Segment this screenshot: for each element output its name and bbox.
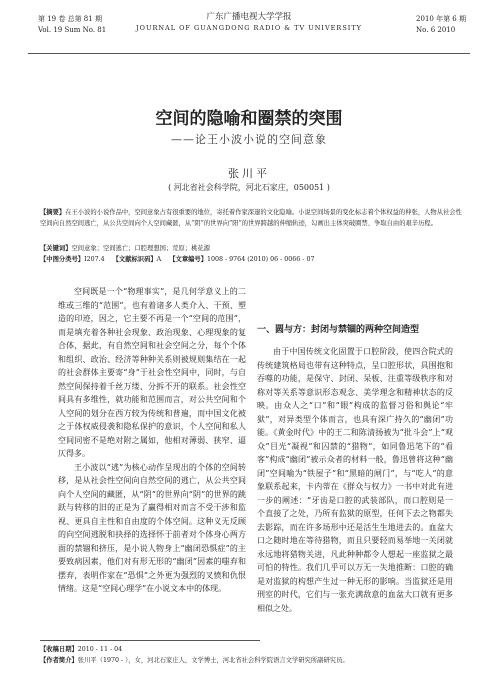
- article-id-value: 1008 - 9764 (2010) 06 - 0066 - 07: [207, 255, 315, 263]
- author-bio: 张川平（1970 - ），女，河北石家庄人，文学博士，河北省社会科学院语言文学研究所副研究员。: [77, 657, 349, 664]
- section-heading: 一、圆与方：封闭与禁锢的两种空间造型: [257, 325, 420, 335]
- author-name: 张川平: [228, 167, 270, 180]
- body-paragraph: 空间既是一个“物理事实”，是几何学意义上的二维或三维的“范围”，也有着诸多人类介入、干预、塑造的印迹，因之，它主要不再是一个“空间的范围”，而是填充着各种社会现象、政治现象、心理现象的复合体，据此，有自然空间和社会空间之分，每个个体和组织、政治、经济等种种关系则被规则集结在一起的社会群体主要寄“身”于社会性空间中，同时，与自然空间保持着千丝万缕、分拆不开的联系。社会性空间具有多维性，就功能和范围而言，对公共空间和个人空间的划分在西方较为传统和普遍，而中国文化被之于体权威侵袭和隐私保护的意识，个人空间和私人空间同密不是绝对附之属如，他相对薄弱、狭窄、逼仄得多。: [58, 287, 246, 458]
- clc-label: 【中图分类号】: [40, 255, 85, 263]
- article-id-label: 【文章编号】: [169, 255, 208, 263]
- body-paragraph: 由于中国传统文化固置于口腔阶段，使四合院式的传统建筑格局也带有这种特点，呈口腔形状，具围抱和吞噬的功能，是保守、封闭、呆板、注重等级秩序和对称对等关系等意识形态观念、美学理念和精神状态的反映。由众人之“口”和“眼”构成的监督习俗和舆论“牢狱”，对异类型个体而言，也具有深广持久的“幽闭”功能。《黄金时代》中的王二和陈清扬被为“批斗会”上“观众”目光“凝视”和囚禁的“猎物”，如同鲁迅笔下的“看客”构成“幽闭”被示众者的材料一般，鲁迅曾将这种“幽闭”空间喻为“铁屋子”和“黑暗的闸门”，与“吃人”的意象联系起来，卡内蒂在《群众与权力》一书中对此有进一步的阐述：“牙齿是口腔的武装部队，而口腔则是一个直接了之处，乃所有监狱的原型，任何下去之物都失去影踪，而在许多场形中还是活生生地进去的。血盆大口之随时地在等待猎物，而且只要轻而易举地一关闭就永远地将猎物关进，凡此种种都令人想起一座监狱之最可怕的特性。我们几乎可以万无一失地推断：口腔的确是对监狱的构想产生过一种无形的影响。当监狱还是用刑室的时代，它们与一张充满敌意的血盆大口就有更多相似之处。: [257, 347, 453, 613]
- keywords-text: 空间意象；空间逃亡；口腔理想国；荒原；桃花源: [71, 245, 211, 252]
- doc-code-value: A: [156, 255, 162, 263]
- issue-info: [416, 14, 466, 36]
- article-title: 空间的隐喻和圈禁的突围: [155, 109, 343, 129]
- body-left-column: [58, 285, 246, 596]
- received-date: 2010 - 11 - 04: [77, 646, 123, 653]
- author-bio-line: [40, 655, 466, 666]
- volume-en: Vol. 19 Sum No. 81: [38, 26, 107, 34]
- page-header: [28, 10, 470, 50]
- classification-line: [40, 255, 466, 266]
- abstract: [40, 208, 466, 229]
- author-affiliation: ( 河北省社会科学院，河北石家庄，050051 ): [168, 183, 330, 192]
- doc-code-label: 【文献标识码】: [112, 255, 157, 263]
- header-divider: [28, 53, 470, 54]
- abstract-label: 【摘要】: [40, 209, 66, 216]
- keywords-label: 【关键词】: [40, 245, 72, 252]
- volume-cn: 第 19 卷 总第 81 期: [38, 15, 102, 23]
- body-right-column: [257, 345, 453, 615]
- article-subtitle: ——论王小波小说的空间意象: [171, 133, 327, 146]
- journal-name-en: JOURNAL OF GUANGDONG RADIO & TV UNIVERSITY: [136, 24, 362, 32]
- journal-info: [28, 12, 470, 34]
- received-date-line: [40, 644, 466, 655]
- clc-value: I207.4: [84, 255, 105, 263]
- abstract-text: 在王小波的小说作品中，空间意象占有很重要的地位，寄托着作家深邃的文化隐喻。小说空间场景的变化标志着个体权益的伸张，人物从社会性空间向自然空间逃亡，从公共空间向个人空间藏匿，从“阴”的世界向“阳”的世界跨越的伸缩轨迹，勾画出主体突破圈禁、争取自由的艰辛历程。: [40, 209, 462, 227]
- issue-date-cn: 2010 年第 6 期: [416, 15, 466, 23]
- journal-name-cn: 广东广播电视大学学报: [206, 12, 292, 22]
- footnote-divider: [40, 640, 260, 641]
- issue-no-en: No. 6 2010: [416, 26, 456, 34]
- keywords-line: [40, 244, 466, 255]
- received-label: 【收稿日期】: [40, 646, 78, 653]
- bio-label: 【作者简介】: [40, 657, 78, 664]
- footnotes: [40, 644, 466, 666]
- article-meta: [40, 244, 466, 265]
- body-paragraph: 王小波以“逃”为核心动作呈现出的个体的空间转移，是从社会性空间向自然空间的逃亡，从公共空间向个人空间的藏匿，从“阴”的世界向“阴”的世界的跳跃与转移的旧的正是为了赢得相对而言不受干涉和监视、更具自主性和自由度的个体空间。这种义无反顾的向空间逃脱和抉择的选择怀于前者对个体身心两方面的禁锢和挤压，是小说人物身上“幽闭恐惧症”的主要致病因素，他们对有形无形的“幽闭”因素的嗤弃和摆弃，表明作家在“恐惧”之外更为强烈的叉愤和仇恨情绪。这是“空间心理学”在小说文本中的体现。: [58, 462, 246, 593]
